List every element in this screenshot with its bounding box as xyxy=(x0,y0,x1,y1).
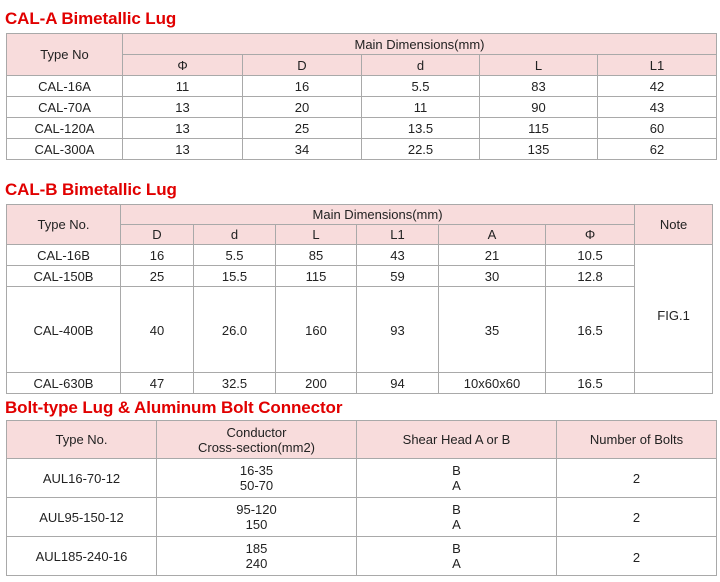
shear-value: A xyxy=(452,478,461,493)
table-cell: 16 xyxy=(121,245,194,266)
cs-value: 50-70 xyxy=(239,478,274,493)
cal-b-table xyxy=(6,204,713,394)
shear-value: B xyxy=(452,502,461,517)
cal-a-header-row xyxy=(7,34,717,55)
cal-b-col-header: D xyxy=(121,225,194,245)
table-cell: 16.5 xyxy=(546,287,635,373)
cal-a-col-header: L1 xyxy=(598,55,717,76)
bolt-conductor-header xyxy=(157,421,357,459)
cal-b-col-header: Φ xyxy=(546,225,635,245)
table-row xyxy=(7,459,717,498)
table-cell: 13.5 xyxy=(362,118,480,139)
cs-value: 185 xyxy=(245,541,268,556)
table-cell: 21 xyxy=(439,245,546,266)
cs-value: 95-120 xyxy=(236,502,277,517)
table-row xyxy=(7,373,713,394)
table-cell: 42 xyxy=(598,76,717,97)
cal-a-col-header: d xyxy=(362,55,480,76)
table-cell: 25 xyxy=(243,118,362,139)
cs-value: 16-35 xyxy=(239,463,274,478)
bolt-type-cell: AUL185-240-16 xyxy=(7,537,157,576)
table-cell: 94 xyxy=(357,373,439,394)
cal-b-col-header: d xyxy=(194,225,276,245)
table-cell: 115 xyxy=(276,266,357,287)
table-cell: CAL-16B xyxy=(7,245,121,266)
cal-a-col-header: D xyxy=(243,55,362,76)
table-cell: 15.5 xyxy=(194,266,276,287)
table-cell: 10.5 xyxy=(546,245,635,266)
table-row xyxy=(7,498,717,537)
bolt-shear-cell xyxy=(357,459,557,498)
table-cell: 34 xyxy=(243,139,362,160)
bolt-type-cell: AUL16-70-12 xyxy=(7,459,157,498)
table-cell: 160 xyxy=(276,287,357,373)
shear-value: B xyxy=(452,541,461,556)
bolt-cs-cell xyxy=(157,537,357,576)
table-cell: 43 xyxy=(357,245,439,266)
table-cell: 11 xyxy=(362,97,480,118)
table-cell: 85 xyxy=(276,245,357,266)
table-cell: 20 xyxy=(243,97,362,118)
table-cell: CAL-150B xyxy=(7,266,121,287)
table-cell: CAL-300A xyxy=(7,139,123,160)
cal-a-col-header: L xyxy=(480,55,598,76)
table-cell: 12.8 xyxy=(546,266,635,287)
table-cell: 10x60x60 xyxy=(439,373,546,394)
table-cell: 22.5 xyxy=(362,139,480,160)
cal-b-header-row xyxy=(7,205,713,225)
cal-a-col-header: Φ xyxy=(123,55,243,76)
bolt-cs-cell xyxy=(157,498,357,537)
cal-b-col-header: L1 xyxy=(357,225,439,245)
table-cell: 5.5 xyxy=(194,245,276,266)
cal-a-type-header: Type No xyxy=(7,34,123,76)
table-cell: 5.5 xyxy=(362,76,480,97)
bolt-count-cell: 2 xyxy=(557,498,717,537)
table-cell: 90 xyxy=(480,97,598,118)
bolt-count-cell: 2 xyxy=(557,459,717,498)
table-row xyxy=(7,266,713,287)
table-cell: CAL-400B xyxy=(7,287,121,373)
bolt-count-cell: 2 xyxy=(557,537,717,576)
table-cell: 35 xyxy=(439,287,546,373)
table-cell: 11 xyxy=(123,76,243,97)
table-cell: 83 xyxy=(480,76,598,97)
shear-value: B xyxy=(452,463,461,478)
cs-value: 150 xyxy=(245,517,268,532)
table-cell: 16.5 xyxy=(546,373,635,394)
cal-b-col-header: A xyxy=(439,225,546,245)
bolt-title: Bolt-type Lug & Aluminum Bolt Connector xyxy=(5,398,343,417)
table-cell: 60 xyxy=(598,118,717,139)
table-cell: 59 xyxy=(357,266,439,287)
table-row xyxy=(7,97,717,118)
bolt-table xyxy=(6,420,717,576)
table-row xyxy=(7,139,717,160)
cal-a-dims-header: Main Dimensions(mm) xyxy=(123,34,717,55)
table-cell: CAL-70A xyxy=(7,97,123,118)
table-row xyxy=(7,287,713,373)
conductor-header-line1: Conductor xyxy=(226,424,287,440)
table-row xyxy=(7,245,713,266)
table-cell: 135 xyxy=(480,139,598,160)
bolt-type-cell: AUL95-150-12 xyxy=(7,498,157,537)
table-cell: 40 xyxy=(121,287,194,373)
cs-value: 240 xyxy=(245,556,268,571)
cal-a-table xyxy=(6,33,717,160)
cal-b-col-header: L xyxy=(276,225,357,245)
table-cell: 47 xyxy=(121,373,194,394)
bolt-type-header: Type No. xyxy=(7,421,157,459)
conductor-header-line2: Cross-section(mm2) xyxy=(197,439,315,455)
table-cell: 43 xyxy=(598,97,717,118)
table-cell: 13 xyxy=(123,97,243,118)
cal-b-dims-header: Main Dimensions(mm) xyxy=(121,205,635,225)
table-cell: 32.5 xyxy=(194,373,276,394)
bolt-header-row xyxy=(7,421,717,459)
bolt-shear-header: Shear Head A or B xyxy=(357,421,557,459)
table-cell: 13 xyxy=(123,139,243,160)
cal-b-note-cell: FIG.1 xyxy=(635,245,713,373)
table-row xyxy=(7,118,717,139)
bolt-shear-cell xyxy=(357,498,557,537)
table-cell: 93 xyxy=(357,287,439,373)
bolt-count-header: Number of Bolts xyxy=(557,421,717,459)
table-cell xyxy=(635,373,713,394)
shear-value: A xyxy=(452,517,461,532)
table-cell: 16 xyxy=(243,76,362,97)
table-row xyxy=(7,537,717,576)
shear-value: A xyxy=(452,556,461,571)
table-cell: 26.0 xyxy=(194,287,276,373)
cal-b-title: CAL-B Bimetallic Lug xyxy=(5,180,177,199)
table-cell: 62 xyxy=(598,139,717,160)
bolt-cs-cell xyxy=(157,459,357,498)
table-row xyxy=(7,76,717,97)
cal-a-title: CAL-A Bimetallic Lug xyxy=(5,9,177,28)
cal-b-note-header: Note xyxy=(635,205,713,245)
table-cell: 200 xyxy=(276,373,357,394)
table-cell: 13 xyxy=(123,118,243,139)
table-cell: CAL-120A xyxy=(7,118,123,139)
table-cell: CAL-630B xyxy=(7,373,121,394)
table-cell: 115 xyxy=(480,118,598,139)
bolt-shear-cell xyxy=(357,537,557,576)
cal-b-type-header: Type No. xyxy=(7,205,121,245)
table-cell: 30 xyxy=(439,266,546,287)
table-cell: CAL-16A xyxy=(7,76,123,97)
table-cell: 25 xyxy=(121,266,194,287)
